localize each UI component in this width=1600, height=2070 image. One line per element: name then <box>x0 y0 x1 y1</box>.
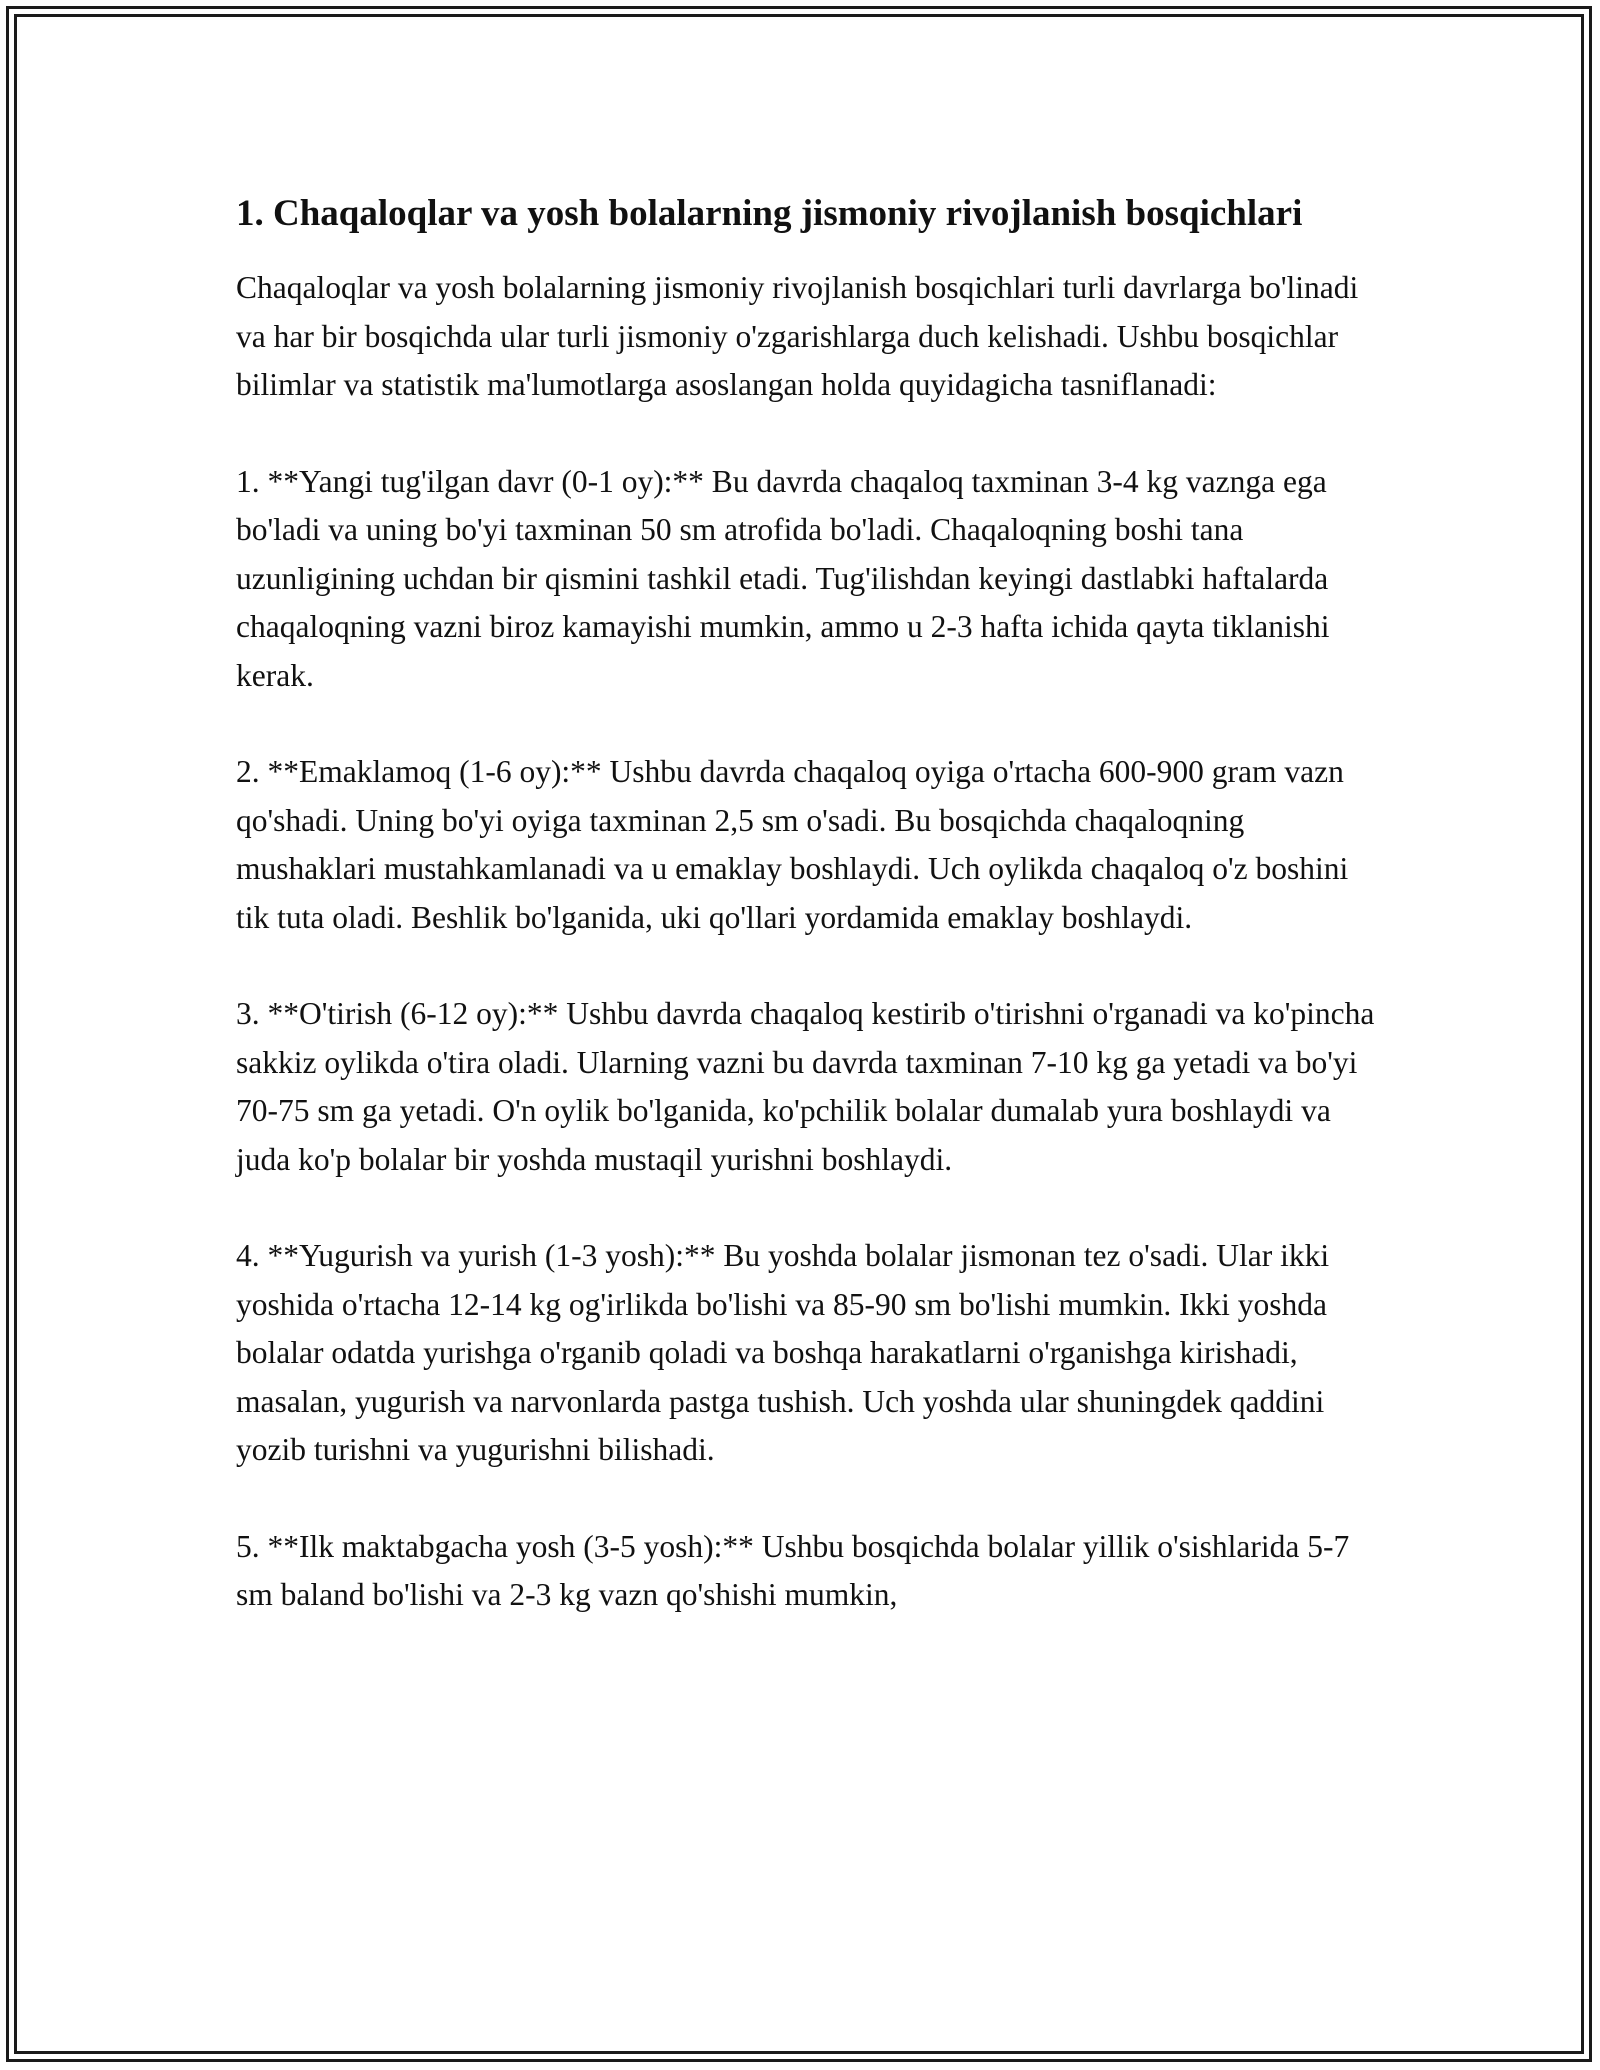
stage-item-1: 1. **Yangi tug'ilgan davr (0-1 oy):** Bu davrda chaqaloq taxminan 3-4 kg vaznga ega bo'ladi va uning bo'yi taxminan 50 sm atrofida bo'ladi. Chaqaloqning boshi tana uzunligining uchdan bir qismini tashkil etadi. Tug'ilishdan keyingi dastlabki haftalarda chaqaloqning vazni biroz kamayishi mumkin, ammo u 2-3 hafta ichida qayta tiklanishi kerak. <box>236 463 1330 693</box>
stage-item-3: 3. **O'tirish (6-12 oy):** Ushbu davrda chaqaloq kestirib o'tirishni o'rganadi va ko'pincha sakkiz oylikda o'tira oladi. Ularning vazni bu davrda taxminan 7-10 kg ga yetadi va bo'yi 70-75 sm ga yetadi. O'n oylik bo'lganida, ko'pchilik bolalar dumalab yura boshlaydi va juda ko'p bolalar bir yoshda mustaqil yurishni boshlaydi. <box>236 996 1375 1177</box>
stage-item-2: 2. **Emaklamoq (1-6 oy):** Ushbu davrda chaqaloq oyiga o'rtacha 600-900 gram vazn qo'shadi. Uning bo'yi oyiga taxminan 2,5 sm o'sadi. Bu bosqichda chaqaloqning mushaklari mustahkamlanadi va u emaklay boshlaydi. Uch oylikda chaqaloq o'z boshini tik tuta oladi. Beshlik bo'lganida, uki qo'llari yordamida emaklay boshlaydi. <box>236 754 1349 935</box>
document-body <box>236 186 1376 1620</box>
stage-item-4: 4. **Yugurish va yurish (1-3 yosh):** Bu yoshda bolalar jismonan tez o'sadi. Ular ikki yoshida o'rtacha 12-14 kg og'irlikda bo'lishi va 85-90 sm bo'lishi mumkin. Ikki yoshda bolalar odatda yurishga o'rganib qoladi va boshqa harakatlarni o'rganishga kirishadi, masalan, yugurish va narvonlarda pastga tushish. Uch yoshda ular shuningdek qaddini yozib turishni va yugurishni bilishadi. <box>236 1238 1330 1467</box>
section-heading: 1. Chaqaloqlar va yosh bolalarning jismoniy rivojlanish bosqichlari <box>236 193 1303 234</box>
stage-item-5: 5. **Ilk maktabgacha yosh (3-5 yosh):** Ushbu bosqichda bolalar yillik o'sishlarida 5-7 sm baland bo'lishi va 2-3 kg vazn qo'shishi mumkin, <box>236 1528 1350 1612</box>
intro-paragraph: Chaqaloqlar va yosh bolalarning jismoniy rivojlanish bosqichlari turli davrlarga bo'linadi va har bir bosqichda ular turli jismoniy o'zgarishlarga duch kelishadi. Ushbu bosqichlar bilimlar va statistik ma'lumotlarga asoslangan holda quyidagicha tasniflanadi: <box>236 270 1359 402</box>
